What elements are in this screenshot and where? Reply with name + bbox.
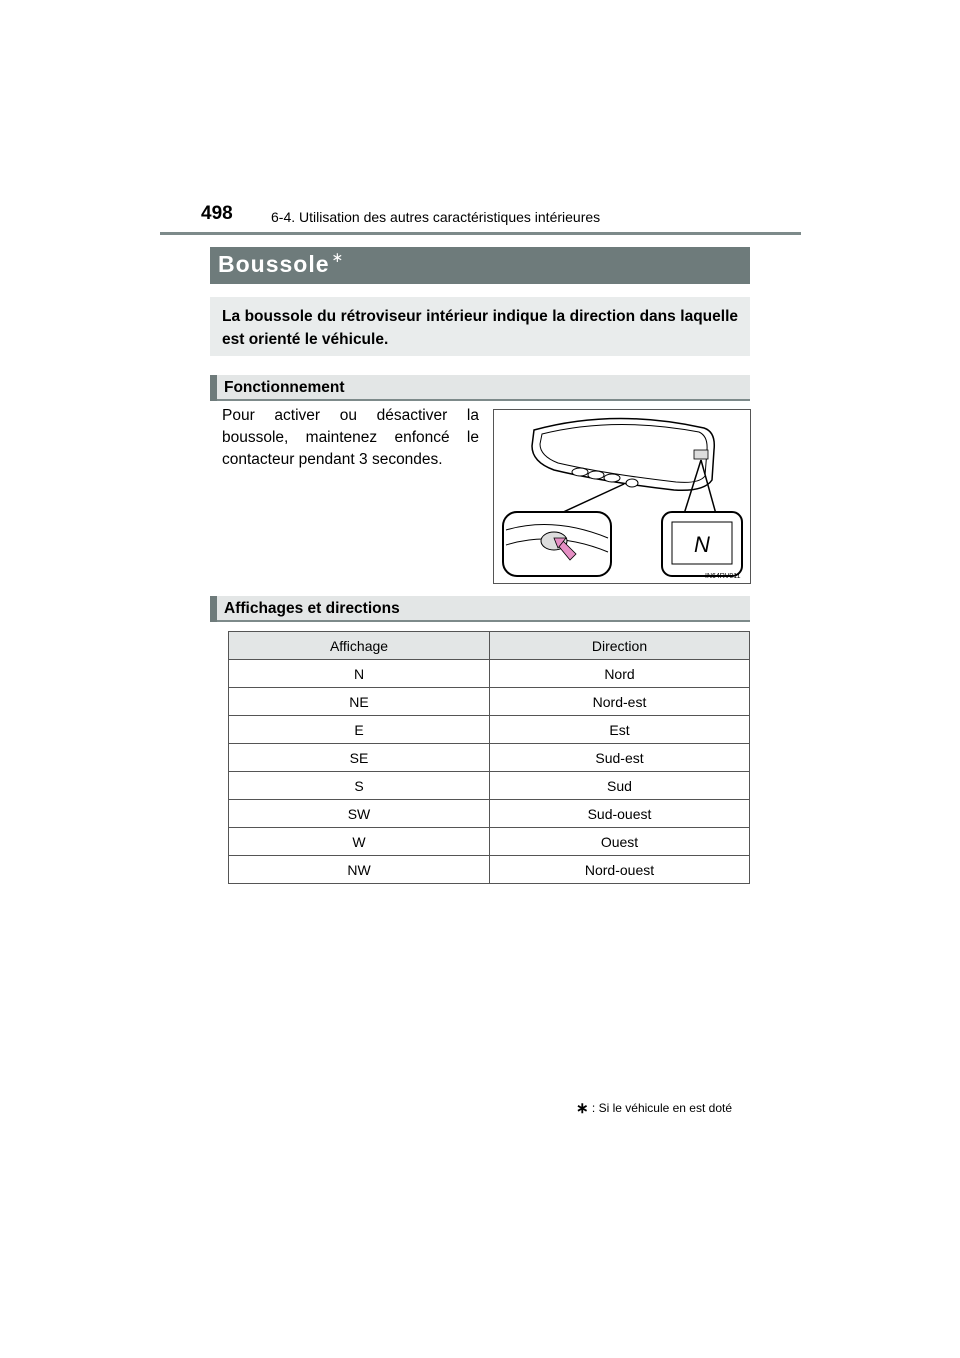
section-title: Boussole ∗ — [218, 249, 345, 277]
mirror-illustration — [493, 409, 751, 584]
table-cell: Sud-ouest — [490, 800, 750, 828]
table-cell: Sud-est — [490, 744, 750, 772]
table-cell: NE — [229, 688, 490, 716]
table-cell: SW — [229, 800, 490, 828]
column-header: Affichage — [229, 632, 490, 660]
heading-tab — [210, 596, 217, 622]
instruction-text: Pour activer ou désactiver la boussole, maintenez enfoncé le contacteur pendant 3 secondes. — [222, 407, 479, 468]
optional-equipment-mark: ∗ — [331, 249, 345, 265]
table-cell: W — [229, 828, 490, 856]
intro-text: La boussole du rétroviseur intérieur indique la direction dans laquelle est orienté le véhicule. — [222, 308, 738, 348]
rear-view-mirror-svg — [494, 410, 750, 583]
footnote-text: : Si le véhicule en est doté — [591, 1101, 733, 1115]
table-row — [229, 800, 750, 828]
table-row — [229, 716, 750, 744]
column-header: Direction — [490, 632, 750, 660]
figure-code: IN64RV011 — [705, 573, 741, 580]
table-cell: Ouest — [490, 828, 750, 856]
table-header-row — [229, 632, 750, 660]
table-row — [229, 772, 750, 800]
affichages-heading: Affichages et directions — [224, 600, 400, 617]
table-row — [229, 660, 750, 688]
table-cell: Sud — [490, 772, 750, 800]
compass-display-letter: N — [694, 532, 710, 557]
chapter-title: 6-4. Utilisation des autres caractéristiques intérieures — [271, 209, 601, 225]
header-divider — [160, 232, 801, 235]
table-row — [229, 688, 750, 716]
table-row — [229, 744, 750, 772]
table-cell: NW — [229, 856, 490, 884]
page-number: 498 — [201, 203, 233, 224]
table-row — [229, 828, 750, 856]
fonctionnement-heading: Fonctionnement — [224, 379, 345, 396]
table-cell: N — [229, 660, 490, 688]
table-cell: SE — [229, 744, 490, 772]
footnote-mark: ∗ — [576, 1100, 589, 1117]
table-cell: Nord-est — [490, 688, 750, 716]
table-cell: Nord-ouest — [490, 856, 750, 884]
heading-tab — [210, 375, 217, 401]
table-cell: S — [229, 772, 490, 800]
directions-table — [228, 631, 750, 884]
table-cell: Est — [490, 716, 750, 744]
table-row — [229, 856, 750, 884]
table-cell: E — [229, 716, 490, 744]
table-cell: Nord — [490, 660, 750, 688]
footnote — [576, 1098, 732, 1116]
